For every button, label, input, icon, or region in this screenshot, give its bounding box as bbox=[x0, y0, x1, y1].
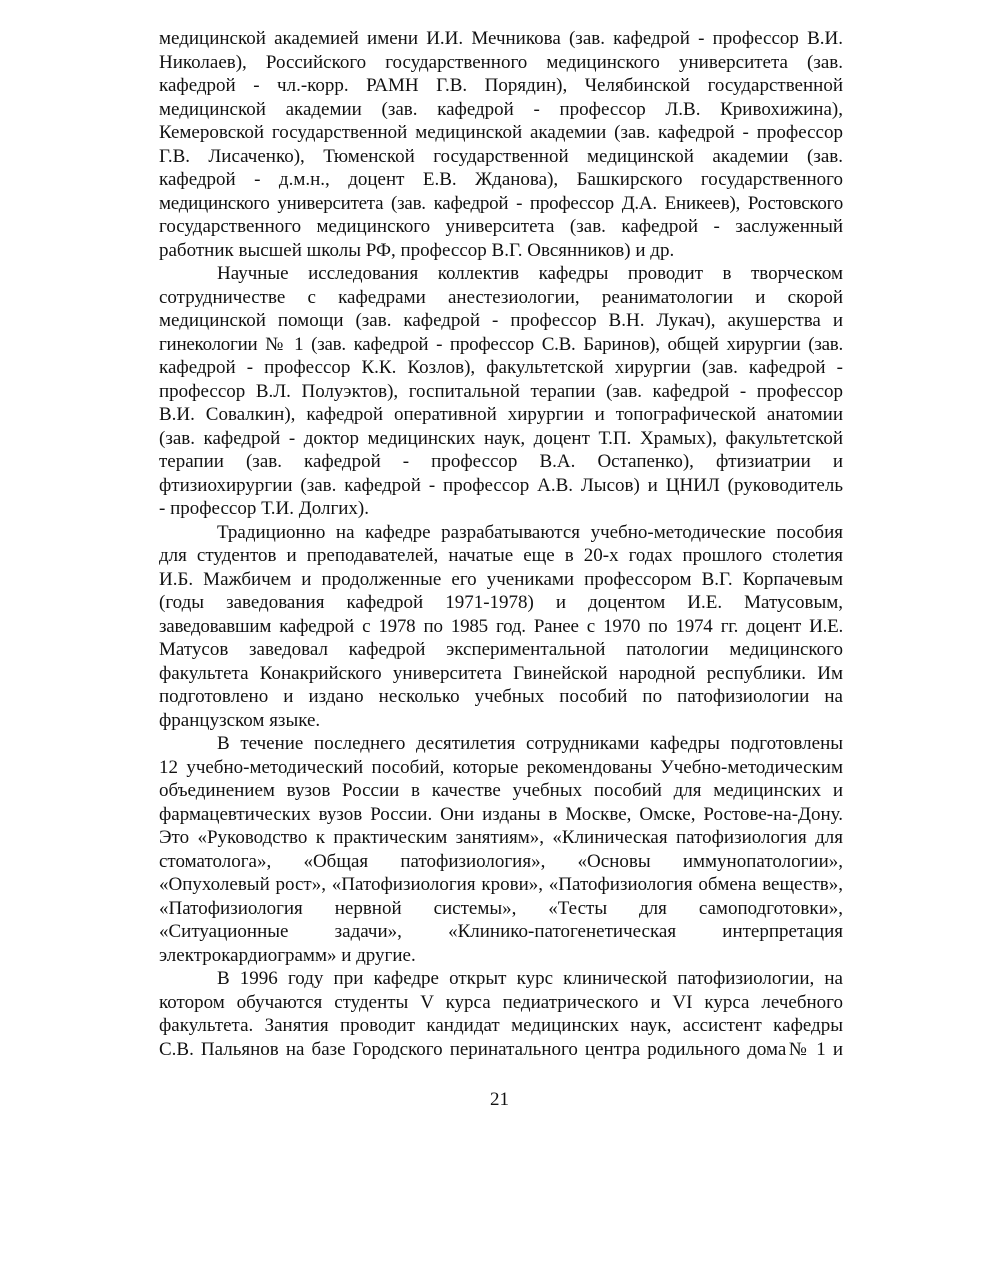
text-line: 12 учебно-методический пособий, которые рекомендованы Учебно-методическим bbox=[159, 756, 843, 778]
text-line: заведовавшим кафедрой с 1978 по 1985 год. Ранее с 1970 по 1974 гг. доцент И.Е. bbox=[159, 615, 843, 637]
text-line: кафедрой - профессор К.К. Козлов), факультетской хирургии (зав. кафедрой - bbox=[159, 357, 843, 378]
text-line: Г.В. Лисаченко), Тюменской государственной медицинской академии (зав. bbox=[159, 145, 843, 167]
text-line: медицинского университета (зав. кафедрой - профессор Д.А. Еникеев), Ростовского bbox=[159, 192, 843, 214]
text-line: факультета Конакрийского университета Гвинейской народной республики. Им bbox=[159, 662, 843, 684]
text-line: факультета. Занятия проводит кандидат медицинских наук, ассистент кафедры bbox=[159, 1015, 843, 1036]
text-line: В течение последнего десятилетия сотрудниками кафедры подготовлены bbox=[217, 733, 843, 754]
text-line: кафедрой - д.м.н., доцент Е.В. Жданова), Башкирского государственного bbox=[159, 169, 843, 190]
text-line: Николаев), Российского государственного медицинского университета (зав. bbox=[159, 51, 843, 73]
text-line: Традиционно на кафедре разрабатываются учебно-методические пособия bbox=[217, 521, 843, 543]
text-line: объединением вузов России в качестве учебных пособий для медицинских и bbox=[159, 780, 843, 801]
text-line: стоматолога», «Общая патофизиология», «Основы иммунопатологии», bbox=[159, 850, 843, 872]
text-line: работник высшей школы РФ, профессор В.Г. Овсянников) и др. bbox=[159, 239, 675, 261]
text-line: медицинской академии (зав. кафедрой - профессор Л.В. Кривохижина), bbox=[159, 98, 843, 120]
text-line: котором обучаются студенты V курса педиатрического и VI курса лечебного bbox=[159, 991, 843, 1013]
text-line: (зав. кафедрой - доктор медицинских наук, доцент Т.П. Храмых), факультетской bbox=[159, 427, 843, 449]
text-line: (годы заведования кафедрой 1971-1978) и доцентом И.Е. Матусовым, bbox=[159, 592, 843, 613]
text-line: французском языке. bbox=[159, 709, 321, 731]
text-line: С.В. Пальянов на базе Городского перинатального центра родильного дома№ 1 и bbox=[159, 1038, 843, 1060]
paragraph bbox=[159, 262, 843, 521]
text-line: «Патофизиология нервной системы», «Тесты для самоподготовки», bbox=[159, 897, 843, 919]
text-line: Это «Руководство к практическим занятиям», «Клиническая патофизиология для bbox=[159, 827, 843, 848]
text-line: кафедрой - чл.-корр. РАМН Г.В. Порядин), Челябинской государственной bbox=[159, 75, 843, 96]
text-line: гинекологии № 1 (зав. кафедрой - профессор С.В. Баринов), общей хирургии (зав. bbox=[159, 333, 843, 355]
text-line: В 1996 году при кафедре открыт курс клинической патофизиологии, на bbox=[217, 968, 843, 989]
text-line: терапии (зав. кафедрой - профессор В.А. Остапенко), фтизиатрии и bbox=[159, 451, 843, 472]
paragraph bbox=[159, 521, 843, 733]
text-line: И.Б. Мажбичем и продолженные его учениками профессором В.Г. Корпачевым bbox=[159, 568, 843, 590]
paragraph bbox=[159, 732, 843, 967]
text-line: государственного медицинского университета (зав. кафедрой - заслуженный bbox=[159, 216, 843, 237]
text-line: фармацевтических вузов России. Они изданы в Москве, Омске, Ростове-на-Дону. bbox=[159, 803, 843, 825]
text-line: «Ситуационные задачи», «Клинико-патогенетическая интерпретация bbox=[159, 921, 843, 942]
body-text bbox=[159, 27, 843, 1061]
text-line: для студентов и преподавателей, начатые еще в 20-х годах прошлого столетия bbox=[159, 545, 843, 566]
text-line: Матусов заведовал кафедрой экспериментальной патологии медицинского bbox=[159, 639, 843, 660]
paragraph bbox=[159, 27, 843, 262]
text-line: фтизиохирургии (зав. кафедрой - профессор А.В. Лысов) и ЦНИЛ (руководитель bbox=[159, 474, 843, 496]
text-line: Научные исследования коллектив кафедры проводит в творческом bbox=[217, 263, 843, 284]
text-line: - профессор Т.И. Долгих). bbox=[159, 498, 369, 519]
text-line: подготовлено и издано несколько учебных пособий по патофизиологии на bbox=[159, 686, 843, 707]
page-number: 21 bbox=[490, 1089, 509, 1110]
text-line: электрокардиограмм» и другие. bbox=[159, 944, 416, 966]
text-line: медицинской академией имени И.И. Мечникова (зав. кафедрой - профессор В.И. bbox=[159, 28, 843, 49]
paragraph bbox=[159, 967, 843, 1061]
text-line: медицинской помощи (зав. кафедрой - профессор В.Н. Лукач), акушерства и bbox=[159, 310, 843, 331]
text-line: Кемеровской государственной медицинской академии (зав. кафедрой - профессор bbox=[159, 122, 843, 143]
text-line: сотрудничестве с кафедрами анестезиологии, реаниматологии и скорой bbox=[159, 286, 843, 308]
text-line: В.И. Совалкин), кафедрой оперативной хирургии и топографической анатомии bbox=[159, 404, 843, 425]
text-line: «Опухолевый рост», «Патофизиология крови», «Патофизиология обмена веществ», bbox=[159, 874, 843, 895]
text-line: профессор В.Л. Полуэктов), госпитальной терапии (зав. кафедрой - профессор bbox=[159, 380, 843, 402]
